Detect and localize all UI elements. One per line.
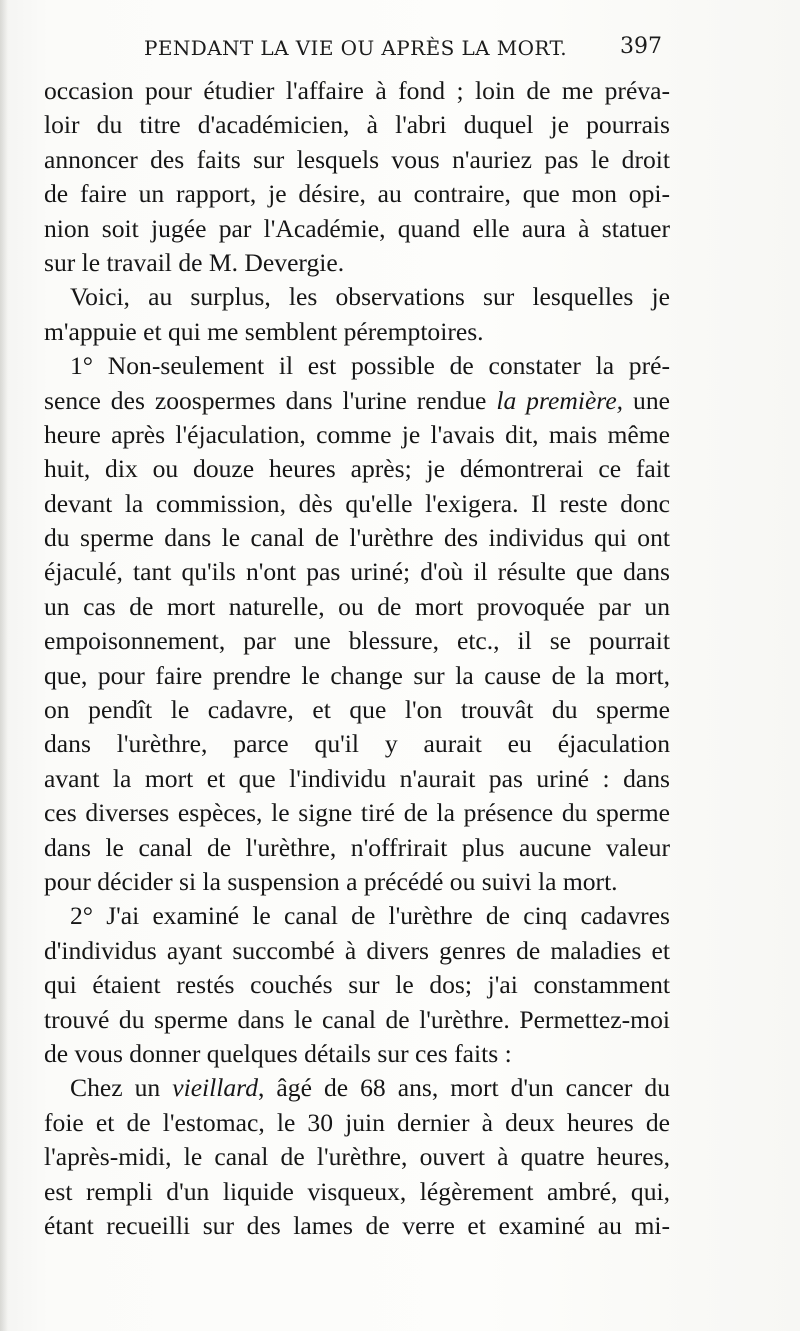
text-line: un cas de mort naturelle, ou de mort provoquée par un (44, 591, 670, 621)
text-line: empoisonnement, par une blessure, etc., il se pourrait (44, 626, 670, 656)
italic-phrase: la première, (496, 385, 624, 415)
text-line: est rempli d'un liquide visqueux, légèrement ambré, qui, (44, 1176, 670, 1206)
text-line: loir du titre d'académicien, à l'abri duquel je pourrais (44, 110, 670, 140)
text-line: du sperme dans le canal de l'urèthre des individus qui ont (44, 523, 670, 553)
text-line: qui étaient restés couchés sur le dos; j'ai constamment (44, 970, 670, 1000)
text-line: pour décider si la suspension a précédé ou suivi la mort. (44, 866, 618, 896)
text-line: on pendît le cadavre, et que l'on trouvât du sperme (44, 695, 670, 725)
text-line: dans le canal de l'urèthre, n'offrirait plus aucune valeur (44, 832, 670, 862)
text-line: ces diverses espèces, le signe tiré de la présence du sperme (44, 798, 670, 828)
page-number: 397 (620, 34, 662, 59)
text-line: de faire un rapport, je désire, au contraire, que mon opi- (44, 179, 670, 209)
text-line: occasion pour étudier l'affaire à fond ; loin de me préva- (44, 76, 670, 105)
text-line: 1° Non-seulement il est possible de constater la pré- (70, 351, 670, 381)
text-line: Voici, au surplus, les observations sur lesquelles je (70, 282, 670, 312)
text-line: foie et de l'estomac, le 30 juin dernier à deux heures de (44, 1107, 670, 1137)
text-run: , âgé de 68 ans, mort d'un cancer du (258, 1073, 670, 1103)
text-line: huit, dix ou douze heures après; je démontrerai ce fait (44, 454, 670, 484)
text-line: étant recueilli sur des lames de verre et examiné au mi- (44, 1210, 670, 1240)
text-run: sence des zoospermes dans l'urine rendue (44, 385, 497, 415)
text-line: sur le travail de M. Devergie. (44, 247, 345, 277)
italic-word: vieillard (172, 1073, 258, 1103)
body-text (44, 74, 670, 1243)
text-line: avant la mort et que l'individu n'aurait pas uriné : dans (44, 763, 670, 793)
text-line: m'appuie et qui me semblent péremptoires. (44, 316, 484, 346)
text-line (44, 384, 670, 418)
text-line: annoncer des faits sur lesquels vous n'auriez pas le droit (44, 144, 670, 174)
text-line: heure après l'éjaculation, comme je l'avais dit, mais même (44, 419, 670, 449)
text-line: devant la commission, dès qu'elle l'exigera. Il reste donc (44, 488, 670, 518)
text-line (44, 1071, 670, 1105)
text-line: d'individus ayant succombé à divers genres de maladies et (44, 935, 670, 965)
text-line: que, pour faire prendre le change sur la cause de la mort, (44, 660, 670, 690)
page-edge-shadow (0, 0, 8, 1331)
text-line: éjaculé, tant qu'ils n'ont pas uriné; d'où il résulte que dans (44, 557, 670, 587)
text-line: nion soit jugée par l'Académie, quand elle aura à statuer (44, 213, 670, 243)
text-line: dans l'urèthre, parce qu'il y aurait eu éjaculation (44, 729, 670, 759)
page-header (40, 32, 662, 66)
text-line: de vous donner quelques détails sur ces faits : (44, 1038, 512, 1068)
text-run: Chez un (70, 1073, 173, 1103)
text-line: 2° J'ai examiné le canal de l'urèthre de cinq cadavres (70, 901, 670, 931)
running-head: PENDANT LA VIE OU APRÈS LA MORT. (144, 36, 568, 60)
text-line: l'après-midi, le canal de l'urèthre, ouvert à quatre heures, (44, 1142, 670, 1172)
text-run: une (623, 385, 670, 415)
text-line: trouvé du sperme dans le canal de l'urèthre. Permettez-moi (44, 1004, 670, 1034)
